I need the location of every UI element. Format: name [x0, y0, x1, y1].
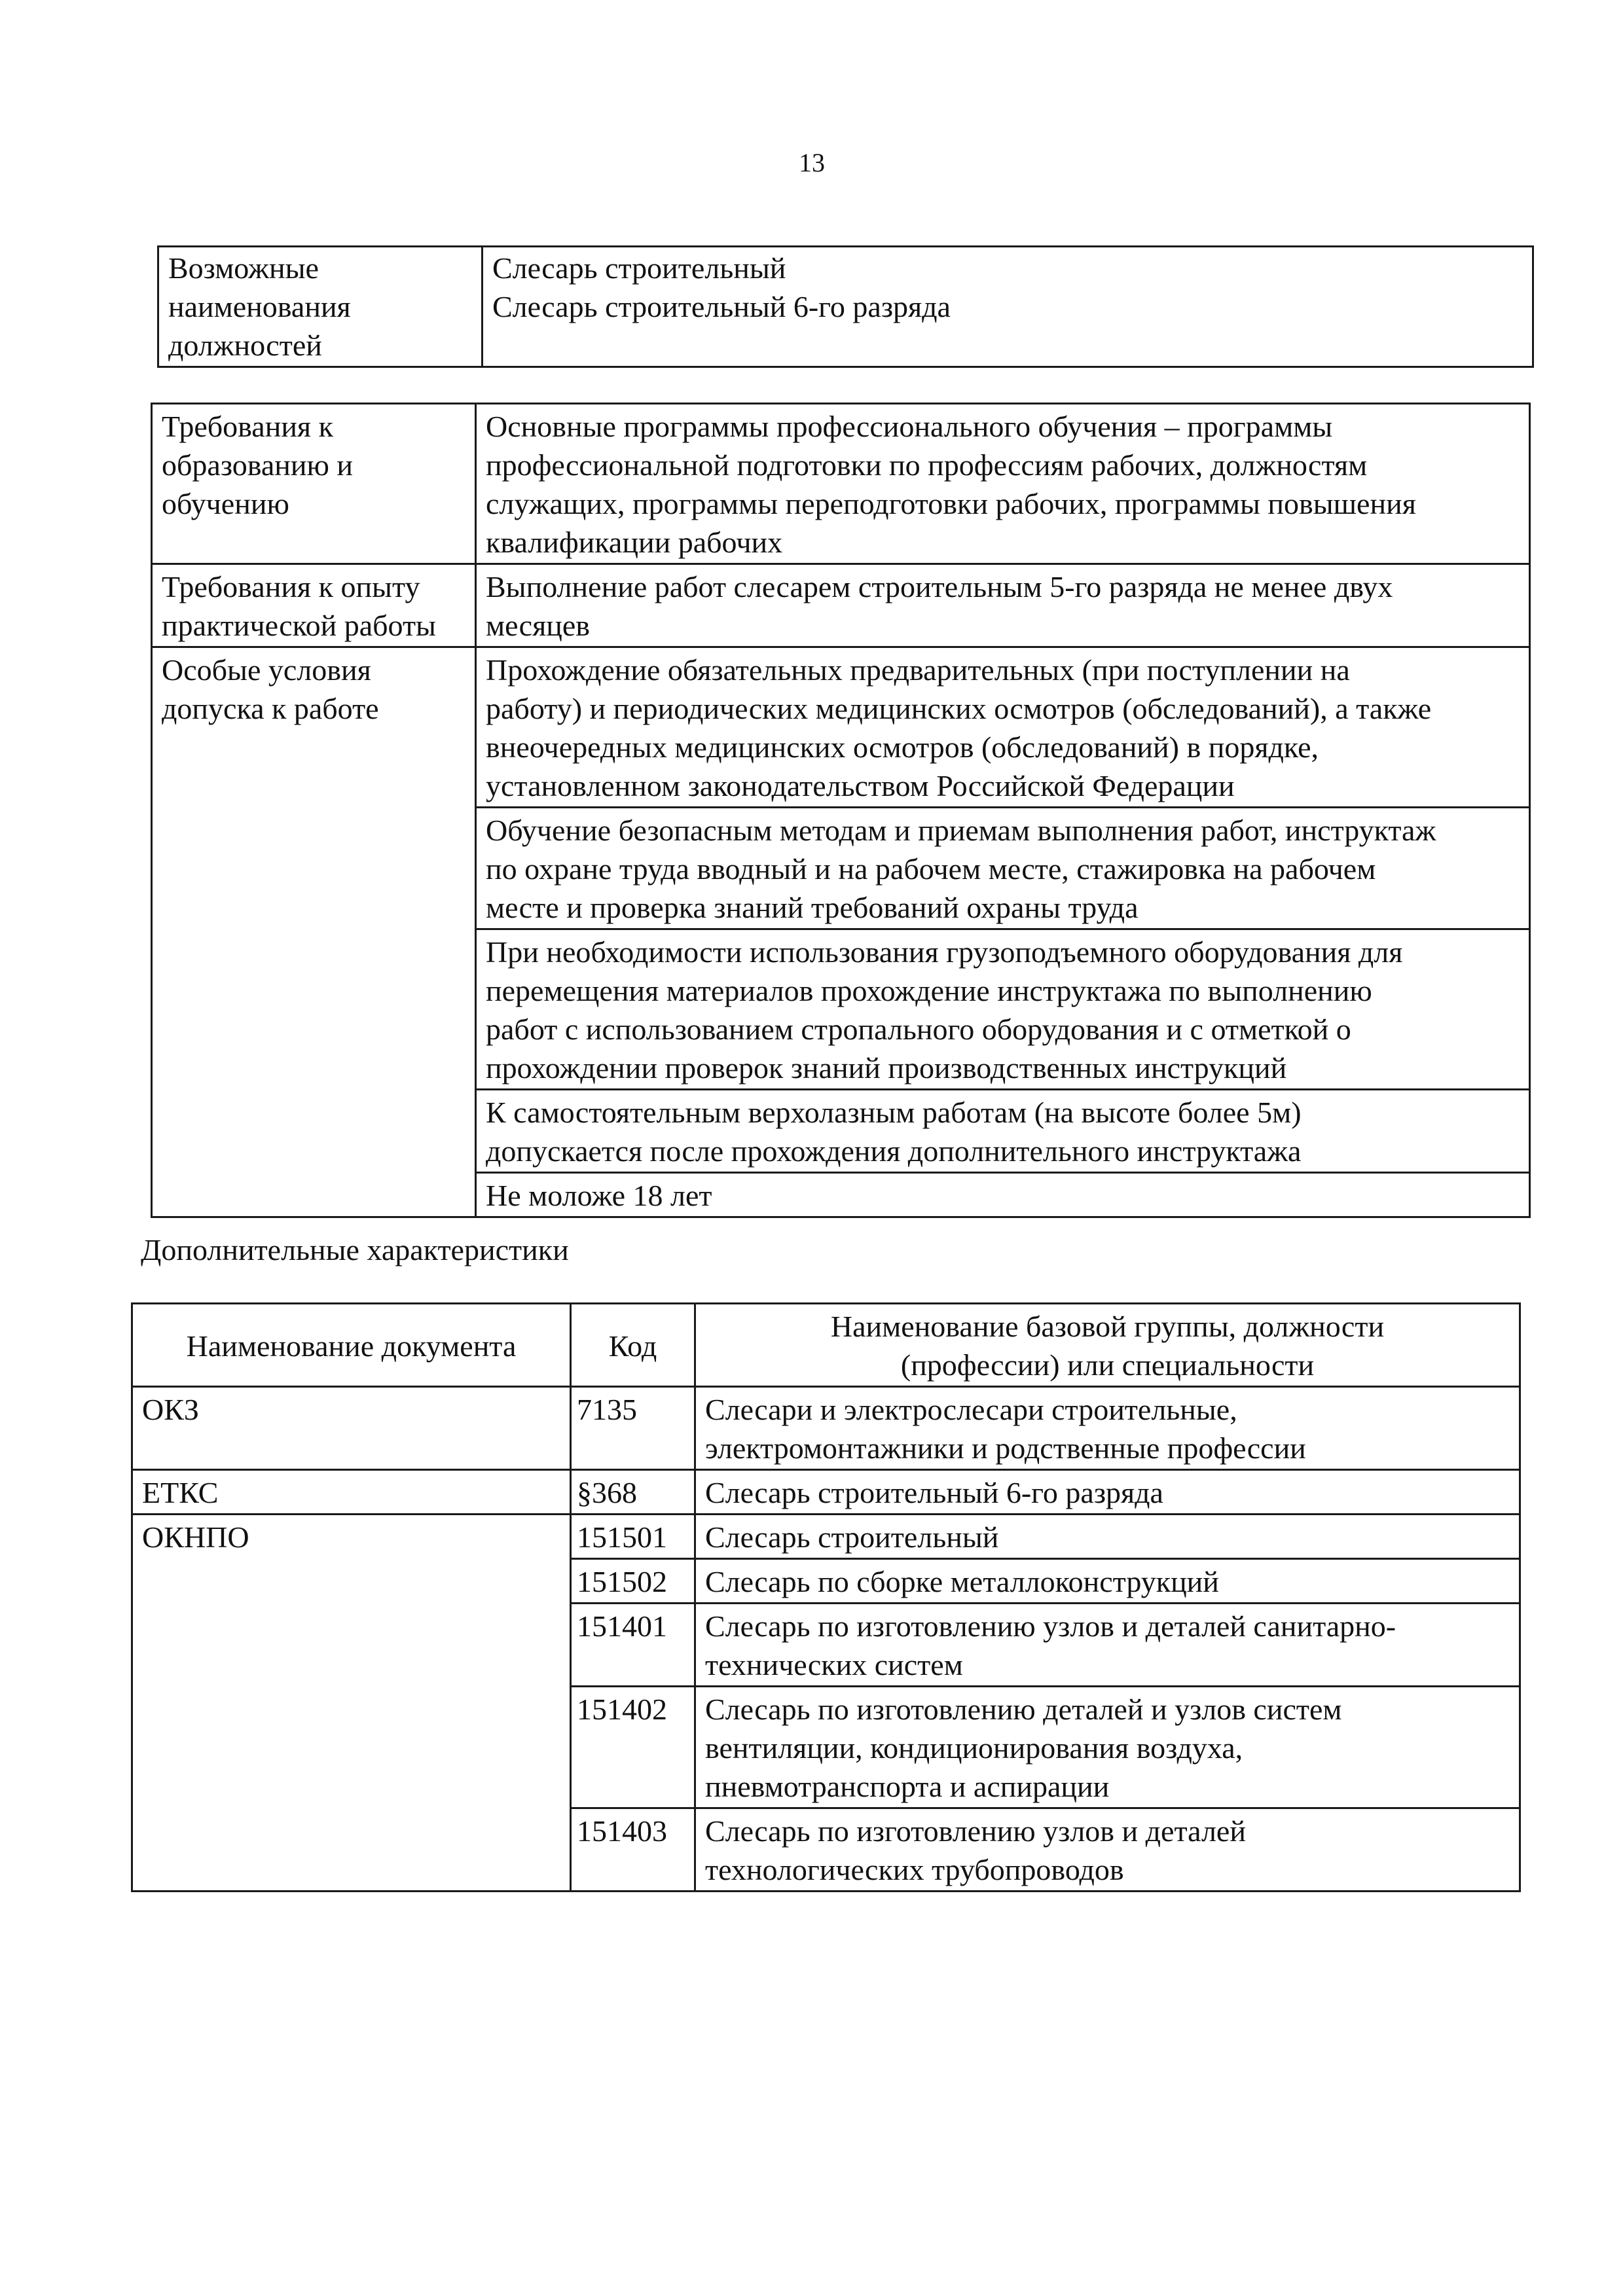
- code-cell: 151403: [571, 1808, 695, 1892]
- experience-text-cell: [476, 564, 1530, 647]
- name-cell: [695, 1604, 1520, 1687]
- name-cell: [695, 1559, 1520, 1604]
- name-cell: [695, 1515, 1520, 1559]
- job-titles-row: [158, 247, 1533, 367]
- experience-row: [152, 564, 1530, 647]
- admission-item-height-work: [476, 1090, 1530, 1173]
- document-okz: ОКЗ: [132, 1387, 571, 1470]
- code-cell: 151401: [571, 1604, 695, 1687]
- job-titles-values-cell: [483, 247, 1533, 367]
- job-title-value: Слесарь строительный: [492, 251, 786, 285]
- experience-text-line: Выполнение работ слесарем строительным 5-го разряда не менее двух: [486, 570, 1393, 603]
- name-cell: [695, 1387, 1520, 1470]
- admission-item-line: работу) и периодических медицинских осмотров (обследований), а также: [486, 692, 1432, 725]
- admission-label-line: Особые условия: [162, 653, 371, 687]
- education-text-line: служащих, программы переподготовки рабочих, программы повышения: [486, 487, 1416, 520]
- admission-item-medical: [476, 647, 1530, 808]
- name-line: Слесарь по изготовлению узлов и деталей санитарно-: [705, 1609, 1396, 1643]
- requirements-table: [151, 403, 1531, 1218]
- table-row: [132, 1515, 1520, 1559]
- job-titles-label-line: Возможные: [168, 251, 319, 285]
- name-line: пневмотранспорта и аспирации: [705, 1770, 1110, 1803]
- experience-label-line: практической работы: [162, 609, 436, 642]
- header-name-line: Наименование базовой группы, должности: [830, 1310, 1385, 1343]
- admission-item-age: [476, 1173, 1530, 1217]
- admission-item-line: месте и проверка знаний требований охраны труда: [486, 891, 1139, 924]
- job-titles-table: [157, 245, 1534, 368]
- job-titles-label-cell: [158, 247, 483, 367]
- table-row: [132, 1387, 1520, 1470]
- education-text-line: Основные программы профессионального обучения – программы: [486, 410, 1333, 443]
- extra-characteristics-table: [131, 1302, 1521, 1892]
- admission-item-line: При необходимости использования грузоподъемного оборудования для: [486, 935, 1403, 969]
- document-etks: ЕТКС: [132, 1470, 571, 1515]
- header-document: Наименование документа: [132, 1304, 571, 1387]
- name-cell: [695, 1470, 1520, 1515]
- education-text-line: профессиональной подготовки по профессиям рабочих, должностям: [486, 448, 1368, 482]
- header-name-line: (профессии) или специальности: [900, 1348, 1315, 1382]
- admission-row: [152, 647, 1530, 808]
- name-line: Слесарь по изготовлению деталей и узлов систем: [705, 1693, 1342, 1726]
- name-line: Слесарь строительный 6-го разряда: [705, 1476, 1163, 1509]
- job-title-value: Слесарь строительный 6-го разряда: [492, 290, 951, 323]
- name-cell: [695, 1687, 1520, 1808]
- admission-item-line: внеочередных медицинских осмотров (обследований) в порядке,: [486, 730, 1319, 764]
- name-cell: [695, 1808, 1520, 1892]
- education-text-line: квалификации рабочих: [486, 526, 783, 559]
- code-cell: 151501: [571, 1515, 695, 1559]
- code-cell: §368: [571, 1470, 695, 1515]
- experience-label-line: Требования к опыту: [162, 570, 420, 603]
- header-name: [695, 1304, 1520, 1387]
- admission-item-line: перемещения материалов прохождение инструктажа по выполнению: [486, 974, 1372, 1007]
- admission-item-lifting-equipment: [476, 929, 1530, 1090]
- admission-item-line: установленном законодательством Российской Федерации: [486, 769, 1235, 802]
- admission-label-cell: [152, 647, 476, 1217]
- admission-item-line: работ с использованием стропального оборудования и с отметкой о: [486, 1013, 1351, 1046]
- name-line: Слесарь по сборке металлоконструкций: [705, 1565, 1219, 1598]
- job-titles-label-line: должностей: [168, 329, 322, 362]
- job-titles-label-line: наименования: [168, 290, 351, 323]
- admission-item-line: по охране труда вводный и на рабочем месте, стажировка на рабочем: [486, 852, 1376, 886]
- name-line: технологических трубопроводов: [705, 1853, 1124, 1886]
- education-label-line: обучению: [162, 487, 289, 520]
- name-line: вентиляции, кондиционирования воздуха,: [705, 1731, 1243, 1765]
- table-row: [132, 1470, 1520, 1515]
- education-label-cell: [152, 404, 476, 564]
- name-line: Слесарь по изготовлению узлов и деталей: [705, 1814, 1246, 1848]
- experience-label-cell: [152, 564, 476, 647]
- admission-item-line: прохождении проверок знаний производственных инструкций: [486, 1051, 1287, 1085]
- admission-label-line: допуска к работе: [162, 692, 379, 725]
- code-cell: 7135: [571, 1387, 695, 1470]
- admission-item-line: К самостоятельным верхолазным работам (на высоте более 5м): [486, 1096, 1302, 1129]
- experience-text-line: месяцев: [486, 609, 591, 642]
- extra-header-row: [132, 1304, 1520, 1387]
- admission-item-line: Обучение безопасным методам и приемам выполнения работ, инструктаж: [486, 814, 1436, 847]
- page-number: 13: [799, 148, 825, 177]
- education-text-cell: [476, 404, 1530, 564]
- admission-item-line: Не моложе 18 лет: [486, 1179, 712, 1212]
- admission-item-line: допускается после прохождения дополнительного инструктажа: [486, 1134, 1302, 1168]
- education-label-line: образованию и: [162, 448, 353, 482]
- admission-item-safety-training: [476, 808, 1530, 929]
- education-row: [152, 404, 1530, 564]
- name-line: технических систем: [705, 1648, 963, 1681]
- name-line: Слесарь строительный: [705, 1520, 999, 1554]
- admission-item-line: Прохождение обязательных предварительных (при поступлении на: [486, 653, 1350, 687]
- document-oknpo: ОКНПО: [132, 1515, 571, 1892]
- code-cell: 151502: [571, 1559, 695, 1604]
- name-line: электромонтажники и родственные профессии: [705, 1431, 1306, 1465]
- header-code: Код: [571, 1304, 695, 1387]
- extra-characteristics-title: Дополнительные характеристики: [141, 1233, 569, 1266]
- code-cell: 151402: [571, 1687, 695, 1808]
- education-label-line: Требования к: [162, 410, 333, 443]
- name-line: Слесари и электрослесари строительные,: [705, 1393, 1237, 1426]
